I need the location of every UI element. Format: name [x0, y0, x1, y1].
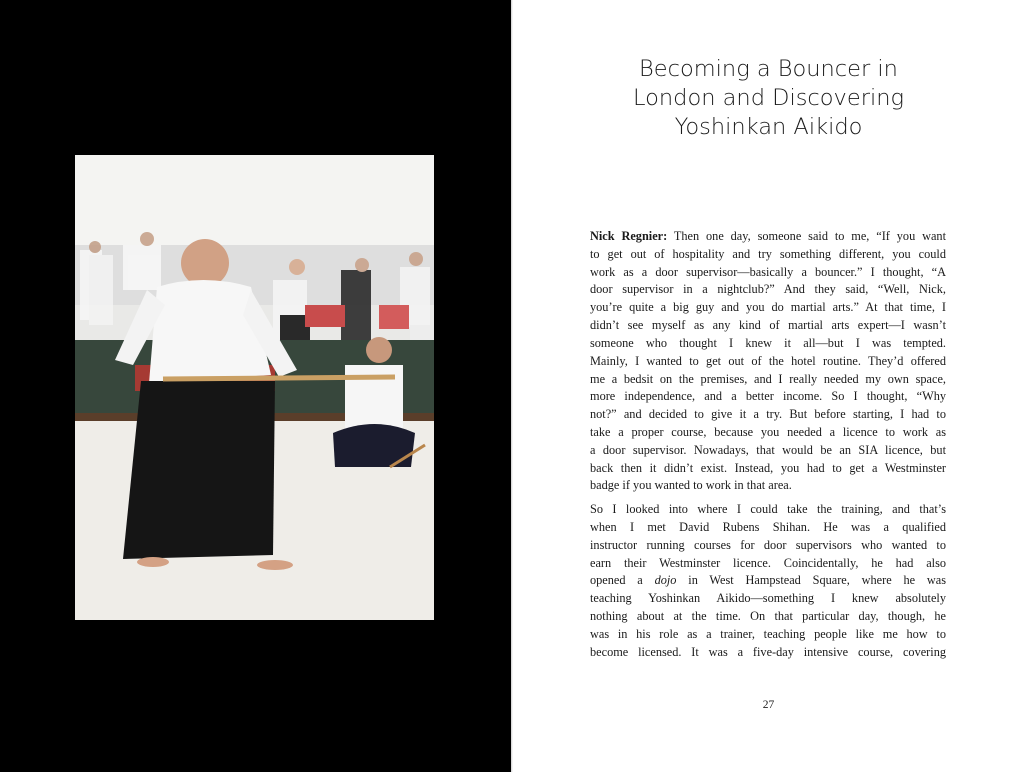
- text-line: [590, 228, 946, 246]
- text-line: take a proper course, because you needed a licence to work as: [590, 424, 946, 439]
- text-line: door supervisor in a nightclub?” And they said, “Well, Nick,: [590, 282, 946, 297]
- paragraph-1: [590, 228, 946, 495]
- speaker-label: Nick Regnier:: [590, 229, 668, 243]
- text-line: not?” and decided to give it a try. But before starting, I had to: [590, 407, 946, 422]
- text-line: when I met David Rubens Shihan. He was a qualified: [590, 520, 946, 534]
- text-line: Mainly, I wanted to get out of the hotel routine. They’d offered: [590, 353, 946, 368]
- aikido-training-photo-icon: [75, 155, 434, 620]
- text-line: someone who thought I knew it all—but I was tempted.: [590, 335, 946, 350]
- text-line: me a bedsit on the premises, and I really needed my own space,: [590, 371, 946, 386]
- text-line: more independence, and a better income. So I thought, “Why: [590, 389, 946, 404]
- right-page: [513, 0, 1024, 772]
- text-span: in West Hampstead Square, where he was: [688, 573, 947, 588]
- aikido-training-photo: [75, 155, 434, 620]
- text-line: nothing about at the time. On that particular day, though, he: [590, 609, 946, 624]
- text-line: you’re quite a big guy and you do martial arts.” At that time, I: [590, 300, 946, 315]
- body-text: [590, 228, 946, 668]
- text-line: work as a door supervisor—basically a bouncer.” I thought, “A: [590, 264, 946, 279]
- text-line: become licensed. It was a five-day intensive course, covering: [590, 644, 946, 659]
- text-line: was in his role as a trainer, teaching people like me how to: [590, 626, 946, 641]
- text-line: back then it didn’t exist. Instead, you had to get a Westminster: [590, 460, 946, 475]
- text-line: instructor running courses for door supervisors who wanted to: [590, 537, 946, 552]
- left-page: [0, 0, 511, 772]
- text-line: to get out of hospitality and try something different, you could: [590, 246, 946, 261]
- text-span: opened a: [590, 573, 643, 588]
- text-line: earn their Westminster licence. Coincidentally, he had also: [590, 555, 946, 570]
- dojo-term: dojo: [654, 573, 677, 588]
- chapter-title-line: London and Discovering: [633, 85, 904, 111]
- text-span: Then one day, someone said to me, “If you want: [673, 229, 946, 243]
- page-number: 27: [762, 699, 775, 711]
- text-line: teaching Yoshinkan Aikido—something I knew absolutely: [590, 591, 946, 606]
- text-line: So I looked into where I could take the training, and that’s: [590, 502, 946, 517]
- chapter-title: [573, 55, 964, 142]
- text-line: badge if you wanted to work in that area.: [590, 478, 792, 493]
- text-line: [590, 572, 946, 590]
- text-line: didn’t see myself as any kind of martial arts expert—I wasn’t: [590, 318, 946, 333]
- chapter-title-line: Yoshinkan Aikido: [674, 114, 863, 140]
- paragraph-2: [590, 501, 946, 661]
- chapter-title-line: Becoming a Bouncer in: [639, 56, 898, 82]
- text-line: a door supervisor. Nowadays, that would be an SIA licence, but: [590, 442, 946, 457]
